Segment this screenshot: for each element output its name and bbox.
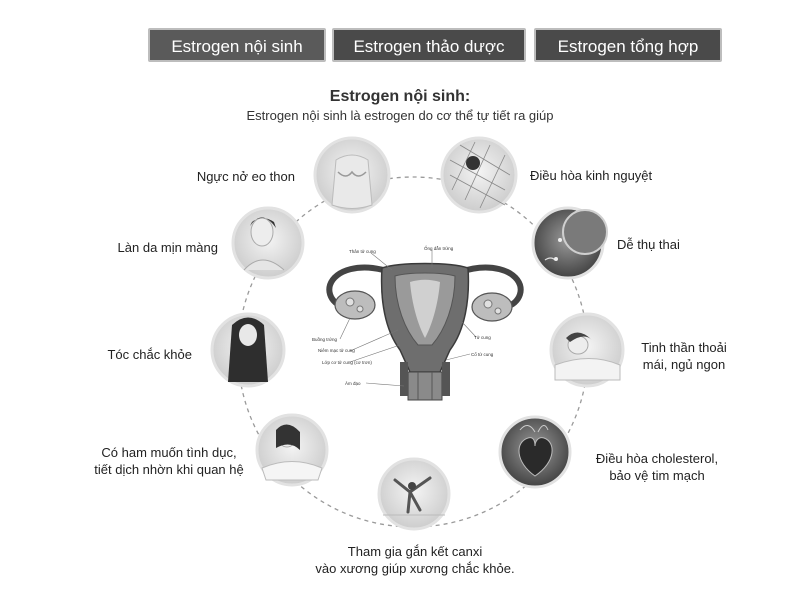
benefit-label-libido-line1: Có ham muốn tình dục, bbox=[101, 445, 237, 460]
benefit-label-cholesterol bbox=[582, 450, 732, 484]
woman-bed-photo bbox=[257, 415, 327, 485]
label-ovary: Buồng trứng bbox=[312, 337, 338, 342]
benefit-label-sleep-line2: mái, ngủ ngon bbox=[642, 357, 726, 372]
section-subheading: Estrogen nội sinh là estrogen do cơ thể tự tiết ra giúp bbox=[246, 108, 554, 123]
benefit-label-hair: Tóc chắc khỏe bbox=[107, 347, 192, 362]
tab-label: Estrogen nội sinh bbox=[171, 37, 303, 56]
benefit-label-menstruation: Điều hòa kinh nguyệt bbox=[530, 168, 653, 183]
breast-photo bbox=[315, 138, 389, 212]
benefit-label-calcium-line2: vào xương giúp xương chắc khỏe. bbox=[315, 561, 515, 576]
calendar-photo bbox=[442, 138, 516, 212]
uterus-illustration bbox=[329, 250, 520, 400]
tab-label: Estrogen thảo dược bbox=[353, 37, 505, 56]
yoga-photo bbox=[379, 459, 449, 529]
heart-photo bbox=[500, 417, 570, 487]
label-cervix: Cổ tử cung bbox=[471, 352, 494, 357]
sleeping-photo bbox=[551, 314, 623, 386]
label-fallopian-tube: Ống dẫn trứng bbox=[424, 246, 454, 251]
benefit-label-cholesterol-line1: Điều hòa cholesterol, bbox=[595, 451, 719, 466]
benefit-label-calcium-line1: Tham gia gắn kết canxi bbox=[347, 544, 483, 559]
benefit-label-sleep bbox=[628, 339, 740, 373]
benefit-label-libido bbox=[84, 444, 254, 478]
benefit-label-conception: Dễ thụ thai bbox=[617, 237, 680, 252]
benefit-label-libido-line2: tiết dịch nhờn khi quan hệ bbox=[94, 462, 244, 477]
hair-photo bbox=[212, 314, 284, 386]
label-myometrium: Lớp cơ tử cung (cơ trơn) bbox=[322, 360, 372, 365]
label-vagina: Âm đạo bbox=[345, 381, 361, 386]
benefit-label-breast: Ngực nở eo thon bbox=[196, 169, 295, 184]
section-heading: Estrogen nội sinh: bbox=[329, 88, 471, 105]
benefit-label-calcium bbox=[300, 543, 530, 577]
benefit-label-skin: Làn da mịn màng bbox=[117, 240, 218, 255]
label-fundus: Thân tử cung bbox=[349, 249, 376, 254]
benefit-label-sleep-line1: Tinh thần thoải bbox=[641, 340, 727, 355]
benefit-label-cholesterol-line2: bảo vệ tim mạch bbox=[609, 468, 705, 483]
smooth-skin-photo bbox=[233, 208, 303, 278]
label-uterus: Tử cung bbox=[474, 335, 491, 340]
tab-label: Estrogen tổng hợp bbox=[557, 37, 699, 56]
sperm-egg-photo bbox=[533, 208, 607, 278]
label-lining: Niêm mạc tử cung bbox=[318, 348, 355, 353]
